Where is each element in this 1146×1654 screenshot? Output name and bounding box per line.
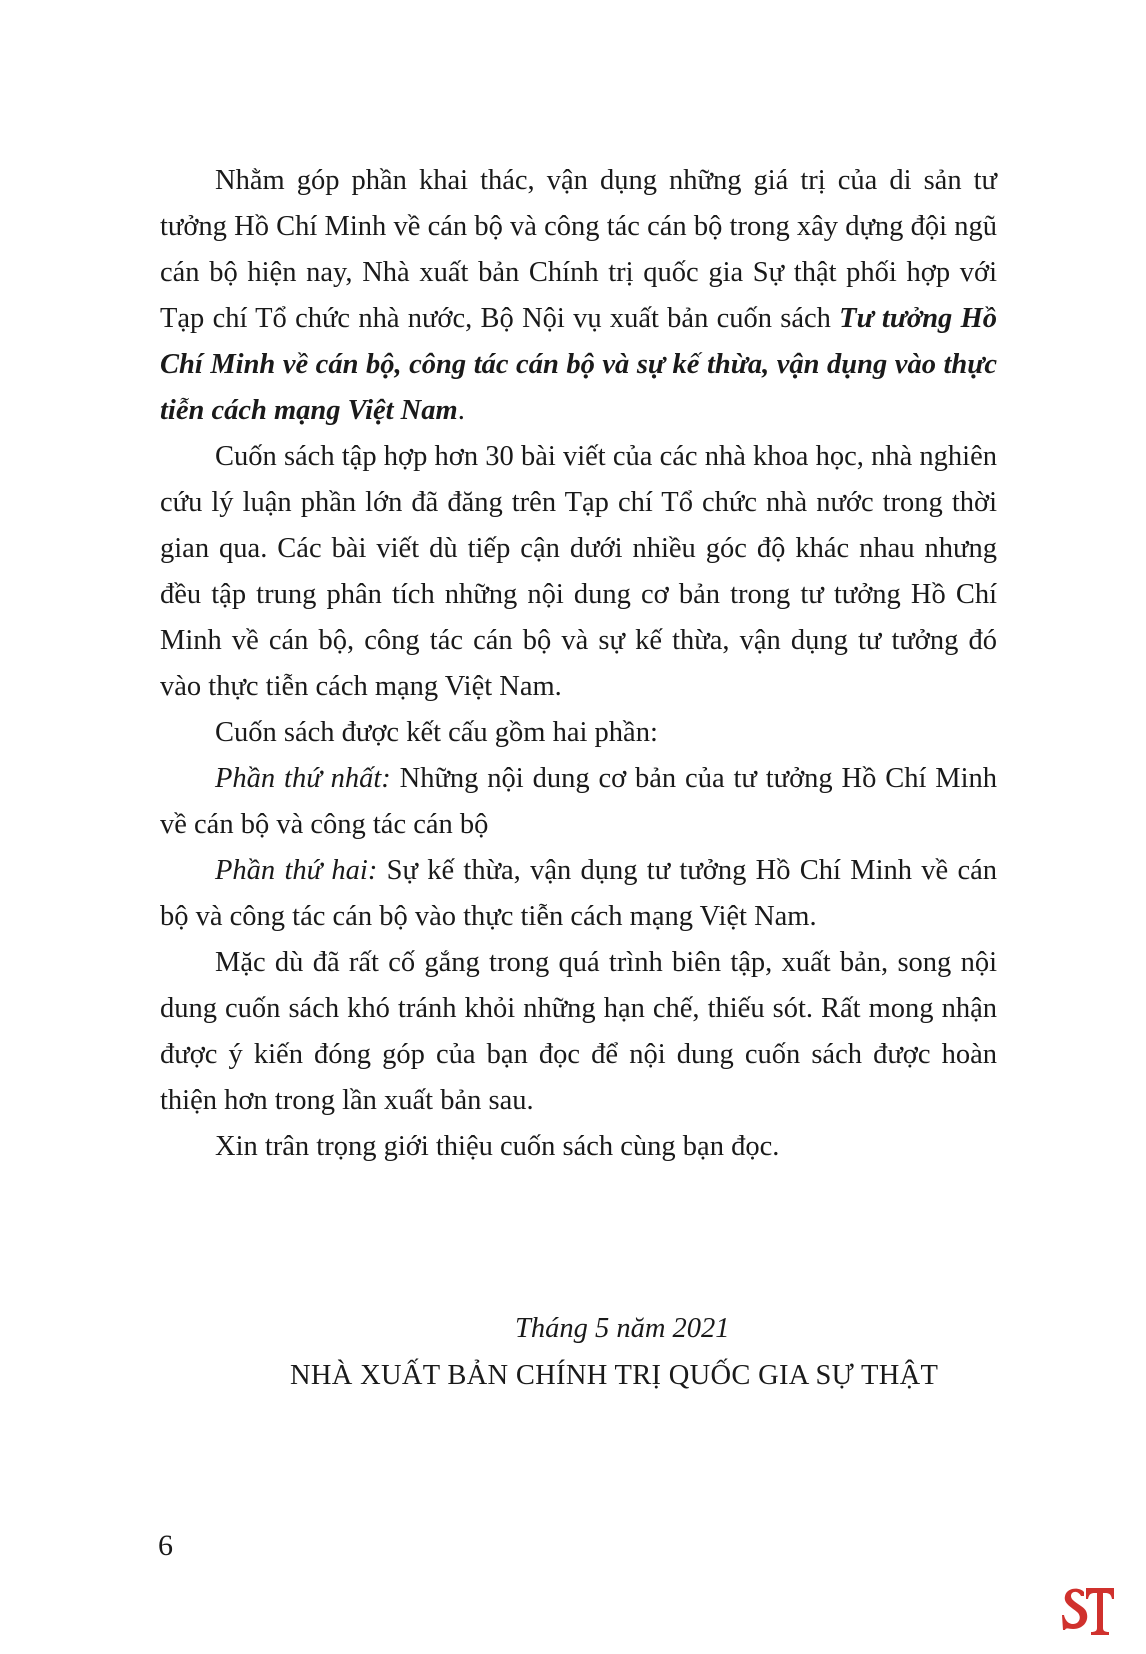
signature-publisher: NHÀ XUẤT BẢN CHÍNH TRỊ QUỐC GIA SỰ THẬT	[290, 1360, 939, 1391]
signature-date: Tháng 5 năm 2021	[515, 1313, 730, 1344]
structure-paragraph: Cuốn sách được kết cấu gồm hai phần:	[215, 717, 658, 748]
collection-paragraph: Cuốn sách tập hợp hơn 30 bài viết của các nhà khoa học, nhà nghiên cứu lý luận phần lớn đã đăng trên Tạp chí Tổ chức nhà nước trong thời gian qua. Các bài viết dù tiếp cận dưới nhiều góc độ khác nhau nhưng đều tập trung phân tích những nội dung cơ bản trong tư tưởng Hồ Chí Minh về cán bộ, công tác cán bộ và sự kế thừa, vận dụng tư tưởng đó vào thực tiễn cách mạng Việt Nam.	[160, 441, 997, 702]
part-two-text: Sự kế thừa, vận dụng tư tưởng Hồ Chí Minh về cán bộ và công tác cán bộ vào thực tiễn cách mạng Việt Nam.	[160, 855, 998, 932]
book-title: Tư tưởng Hồ Chí Minh về cán bộ, công tác cán bộ và sự kế thừa, vận dụng vào thực tiễn cách mạng Việt Nam	[160, 303, 997, 426]
part-two-label: Phần thứ hai:	[215, 855, 378, 886]
st-logo-icon	[1060, 1584, 1116, 1638]
page-number: 6	[158, 1529, 173, 1562]
closing-paragraph: Xin trân trọng giới thiệu cuốn sách cùng bạn đọc.	[215, 1131, 780, 1162]
intro-text: Nhằm góp phần khai thác, vận dụng những giá trị của di sản tư tưởng Hồ Chí Minh về cán bộ và công tác cán bộ trong xây dựng đội ngũ cán bộ hiện nay, Nhà xuất bản Chính trị quốc gia Sự thật phối hợp với Tạp chí Tổ chức nhà nước, Bộ Nội vụ xuất bản cuốn sách	[160, 165, 997, 334]
part-one-label: Phần thứ nhất:	[215, 763, 391, 794]
part-one-text: Những nội dung cơ bản của tư tưởng Hồ Chí Minh về cán bộ và công tác cán bộ	[160, 763, 998, 840]
intro-paragraph	[160, 158, 997, 434]
feedback-paragraph: Mặc dù đã rất cố gắng trong quá trình biên tập, xuất bản, song nội dung cuốn sách khó tránh khỏi những hạn chế, thiếu sót. Rất mong nhận được ý kiến đóng góp của bạn đọc để nội dung cuốn sách được hoàn thiện hơn trong lần xuất bản sau.	[160, 947, 997, 1116]
intro-text-end: .	[457, 395, 465, 426]
part-two-paragraph	[160, 848, 997, 940]
part-one-paragraph	[160, 756, 997, 848]
page-body	[160, 158, 997, 1170]
